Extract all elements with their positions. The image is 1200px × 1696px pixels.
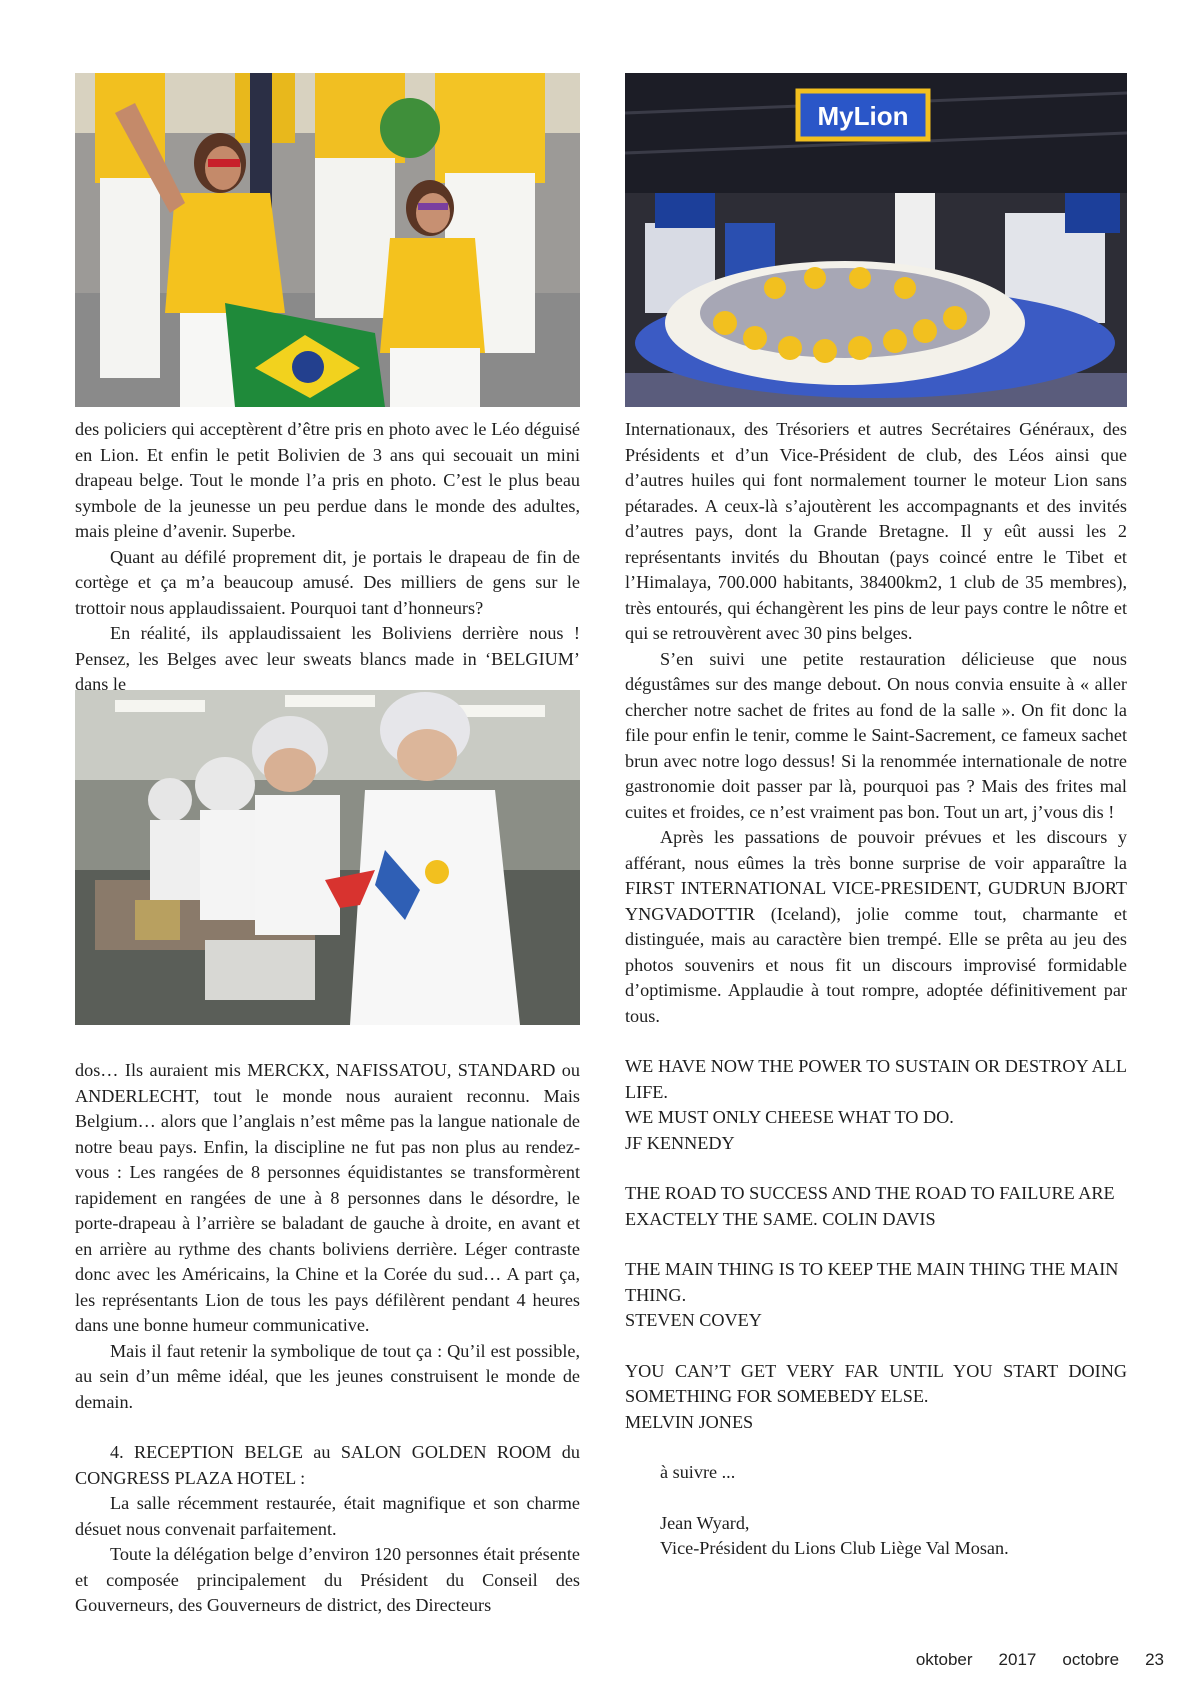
quote-text: YOU CAN’T GET VERY FAR UNTIL YOU START DOING SOMETHING FOR SOMEBEDY ELSE.: [625, 1360, 1127, 1406]
footer-year: 2017: [998, 1650, 1037, 1669]
to-be-continued: à suivre ...: [660, 1462, 736, 1482]
photo-parade: [75, 73, 580, 407]
photo-food-packing: [75, 690, 580, 1025]
paragraph: Toute la délégation belge d’environ 120 personnes était présente et composée principalement du Président du Conseil des Gouverneurs, des Gouverneurs de district, des Directeurs: [75, 1544, 580, 1615]
right-column-text: [625, 417, 1127, 1562]
paragraph: Mais il faut retenir la symbolique de tout ça : Qu’il est possible, au sein d’un même idéal, que les jeunes construisent le monde de demain.: [75, 1340, 580, 1412]
page-number: 23: [1145, 1650, 1164, 1669]
left-column-top-text: [75, 417, 580, 698]
paragraph: Après les passations de pouvoir prévues et les discours y afférant, nous eûmes la très bonne surprise de voir apparaître la FIRST INTERNATIONAL VICE-PRESIDENT, GUDRUN BJORT YNGVADOTTIR (Iceland), jolie comme tout, charmante et distinguée, mais au caractère bien trempé. Elle se prêta au jeu des photos souvenirs et nous fit un discours improvisé formidable d’optimisme. Applaudie à tout rompre, adoptée définitivement par tous.: [625, 827, 1127, 1026]
quote-author: JF KENNEDY: [625, 1132, 735, 1153]
quote-text: WE HAVE NOW THE POWER TO SUSTAIN OR DESTROY ALL LIFE.: [625, 1056, 1127, 1102]
page-footer: [890, 1650, 1164, 1670]
author-name: Jean Wyard,: [660, 1512, 750, 1533]
paragraph: dos… Ils auraient mis MERCKX, NAFISSATOU, STANDARD ou ANDERLECHT, tout le monde nous auraient reconnu. Mais Belgium… alors que l’anglais n’est même pas la langue nationale de notre beau pays. Enfin, la discipline ne fut pas non plus au rendez-vous : Les rangées de 8 personnes équidistantes se transformèrent rapidement en rangées de une à 8 personnes dans le désordre, le porte-drapeau à l’arrière se baladant de gauche à droite, en avant et en arrière au rythme des chants boliviens derrière. Léger contraste donc avec les Américains, la Chine et la Corée du sud… A part ça, les représentants Lion de tous les pays défilèrent pendant 4 heures dans une bonne humeur communicative.: [75, 1060, 580, 1335]
paragraph: Internationaux, des Trésoriers et autres Secrétaires Généraux, des Présidents et d’un Vice-Président de club, des Léos ainsi que d’autres huiles qui font normalement tourner le moteur Lion sans pétarades. A ceux-là s’ajoutèrent les accompagnants et des invités d’autres pays, dont la Grande Bretagne. Il y eût aussi les 2 représentants invités du Bhoutan (pays coincé entre le Tibet et l’Himalaya, 700.000 habitants, 38400km2, 1 club de 35 membres), très entourés, qui échangèrent les pins de leur pays contre le nôtre et qui se retrouvèrent avec 30 pins belges.: [625, 419, 1127, 643]
quote-author: STEVEN COVEY: [625, 1310, 762, 1330]
left-column-bottom-text: [75, 1058, 580, 1619]
quote-text: THE MAIN THING IS TO KEEP THE MAIN THING THE MAIN THING.: [625, 1259, 1119, 1305]
footer-month-fr: octobre: [1062, 1650, 1120, 1669]
author-title: Vice-Président du Lions Club Liège Val Mosan.: [660, 1538, 1009, 1558]
footer-month-nl: oktober: [915, 1650, 973, 1669]
quote-text: WE MUST ONLY CHEESE WHAT TO DO.: [625, 1107, 954, 1127]
quote-author: MELVIN JONES: [625, 1411, 754, 1432]
mylion-sign-text: MyLion: [817, 101, 909, 131]
paragraph: des policiers qui acceptèrent d’être pris en photo avec le Léo déguisé en Lion. Et enfin le petit Bolivien de 3 ans qui secouait un mini drapeau belge. Tout le monde l’a pris en photo. C’est le plus beau symbole de la jeunesse un peu perdue dans le monde des adultes, mais pleine d’avenir. Superbe.: [75, 419, 580, 541]
section-heading: 4. RECEPTION BELGE au SALON GOLDEN ROOM du CONGRESS PLAZA HOTEL :: [75, 1442, 580, 1488]
photo-exhibition-hall: [625, 73, 1127, 407]
paragraph: En réalité, ils applaudissaient les Boliviens derrière nous ! Pensez, les Belges avec leur sweats blancs made in ‘BELGIUM’ dans le: [75, 623, 580, 694]
paragraph: Quant au défilé proprement dit, je portais le drapeau de fin de cortège et ça m’a beaucoup amusé. Des milliers de gens sur le trottoir nous applaudissaient. Pourquoi tant d’honneurs?: [75, 546, 580, 618]
paragraph: La salle récemment restaurée, était magnifique et son charme désuet nous convenait parfaitement.: [75, 1493, 580, 1539]
quote-text: THE ROAD TO SUCCESS AND THE ROAD TO FAILURE ARE EXACTELY THE SAME. COLIN DAVIS: [625, 1183, 1115, 1229]
paragraph: S’en suivi une petite restauration délicieuse que nous dégustâmes sur des mange debout. On nous convia ensuite à « aller chercher notre sachet de frites au fond de la salle ». On fit donc la file pour enfin le tenir, comme le Saint-Sacrement, ce fameux sachet brun avec notre logo dessus! Si la renommée internationale de notre gastronomie doit passer par là, pourquoi pas ? Mais des frites mal cuites et froides, ce n’est vraiment pas bon. Tout un art, j’vous dis !: [625, 648, 1127, 822]
